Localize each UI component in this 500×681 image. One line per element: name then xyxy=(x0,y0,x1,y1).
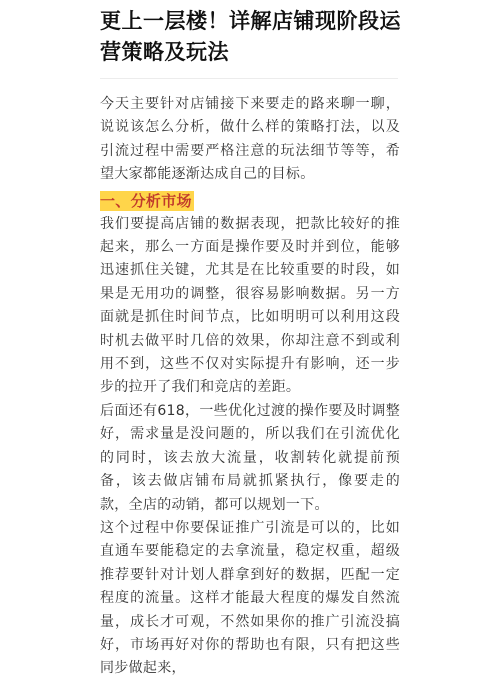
paragraph-2: 后面还有618，一些优化过渡的操作要及时调整好，需求量是没问题的，所以我们在引流优化的同时，该去放大流量，收割转化就提前预备，该去做店铺布局就抓紧执行，像要走的款，全店的动销，都可以规划一下。 xyxy=(100,402,400,513)
paragraph-1: 我们要提高店铺的数据表现，把款比较好的推起来，那么一方面是操作要及时并到位，能够迅速抓住关键，尤其是在比较重要的时段，如果是无用功的调整，很容易影响数据。另一方面就是抓住时间节点，比如明明可以利用这段时机去做平时几倍的效果，你却注意不到或利用不到，这些不仅对实际提升有影响，还一步步的拉开了我们和竞店的差距。 xyxy=(100,215,400,396)
intro-paragraph: 今天主要针对店铺接下来要走的路来聊一聊，说说该怎么分析，做什么样的策略打法，以及引流过程中需要严格注意的玩法细节等等，希望大家都能逐渐达成自己的目标。 xyxy=(100,96,400,183)
section-heading-text: 一、分析市场 xyxy=(100,191,192,210)
section-heading-highlight xyxy=(100,191,194,211)
title-divider xyxy=(100,78,398,79)
article-title: 更上一层楼！详解店铺现阶段运营策略及玩法 xyxy=(100,9,401,64)
paragraph-3: 这个过程中你要保证推广引流是可以的，比如直通车要能稳定的去拿流量，稳定权重，超级推荐要针对计划人群拿到好的数据，匹配一定程度的流量。这样才能最大程度的爆发自然流量，成长才可观，不然如果你的推广引流没搞好，市场再好对你的帮助也有限，只有把这些同步做起来， xyxy=(100,519,400,677)
section-heading xyxy=(100,189,400,213)
article-body xyxy=(100,93,400,681)
